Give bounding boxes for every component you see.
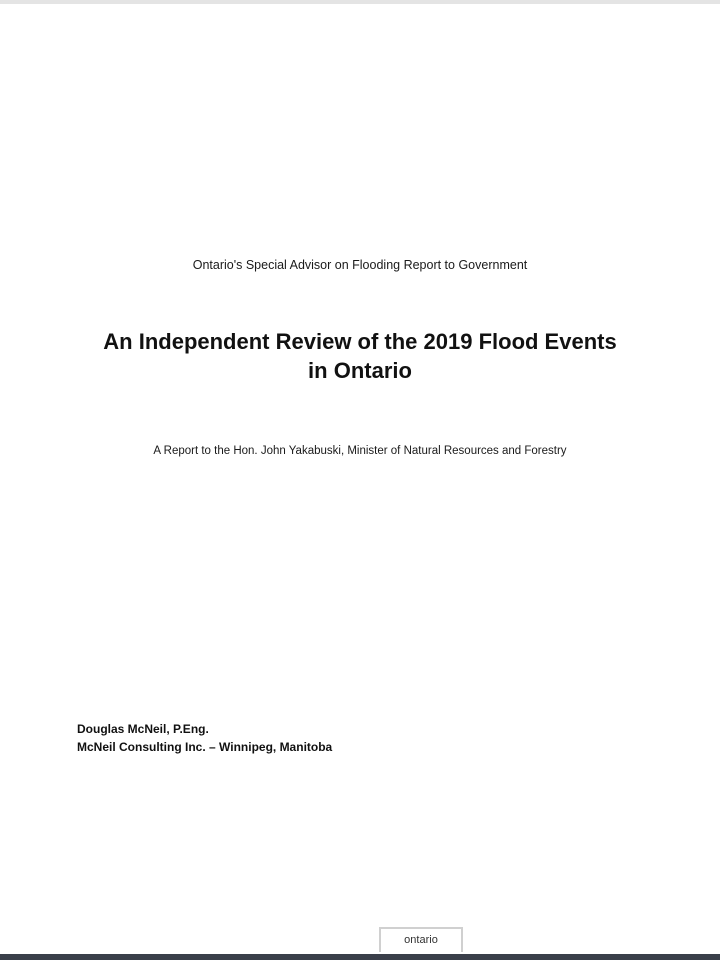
report-recipient: A Report to the Hon. John Yakabuski, Minister of Natural Resources and Forestry <box>153 445 567 457</box>
report-subheading: Ontario's Special Advisor on Flooding Report to Government <box>192 258 528 272</box>
report-title-line-2: in Ontario <box>308 358 412 383</box>
viewer-bottom-bar <box>0 954 720 960</box>
report-title-line-1: An Independent Review of the 2019 Flood Events <box>103 329 617 354</box>
report-title <box>60 327 660 385</box>
page-label-tab[interactable]: ontario <box>379 927 463 952</box>
author-name: Douglas McNeil, P.Eng. <box>77 722 209 736</box>
author-organization: McNeil Consulting Inc. – Winnipeg, Manitoba <box>77 740 333 754</box>
document-page <box>0 4 720 954</box>
author-block <box>77 720 332 756</box>
